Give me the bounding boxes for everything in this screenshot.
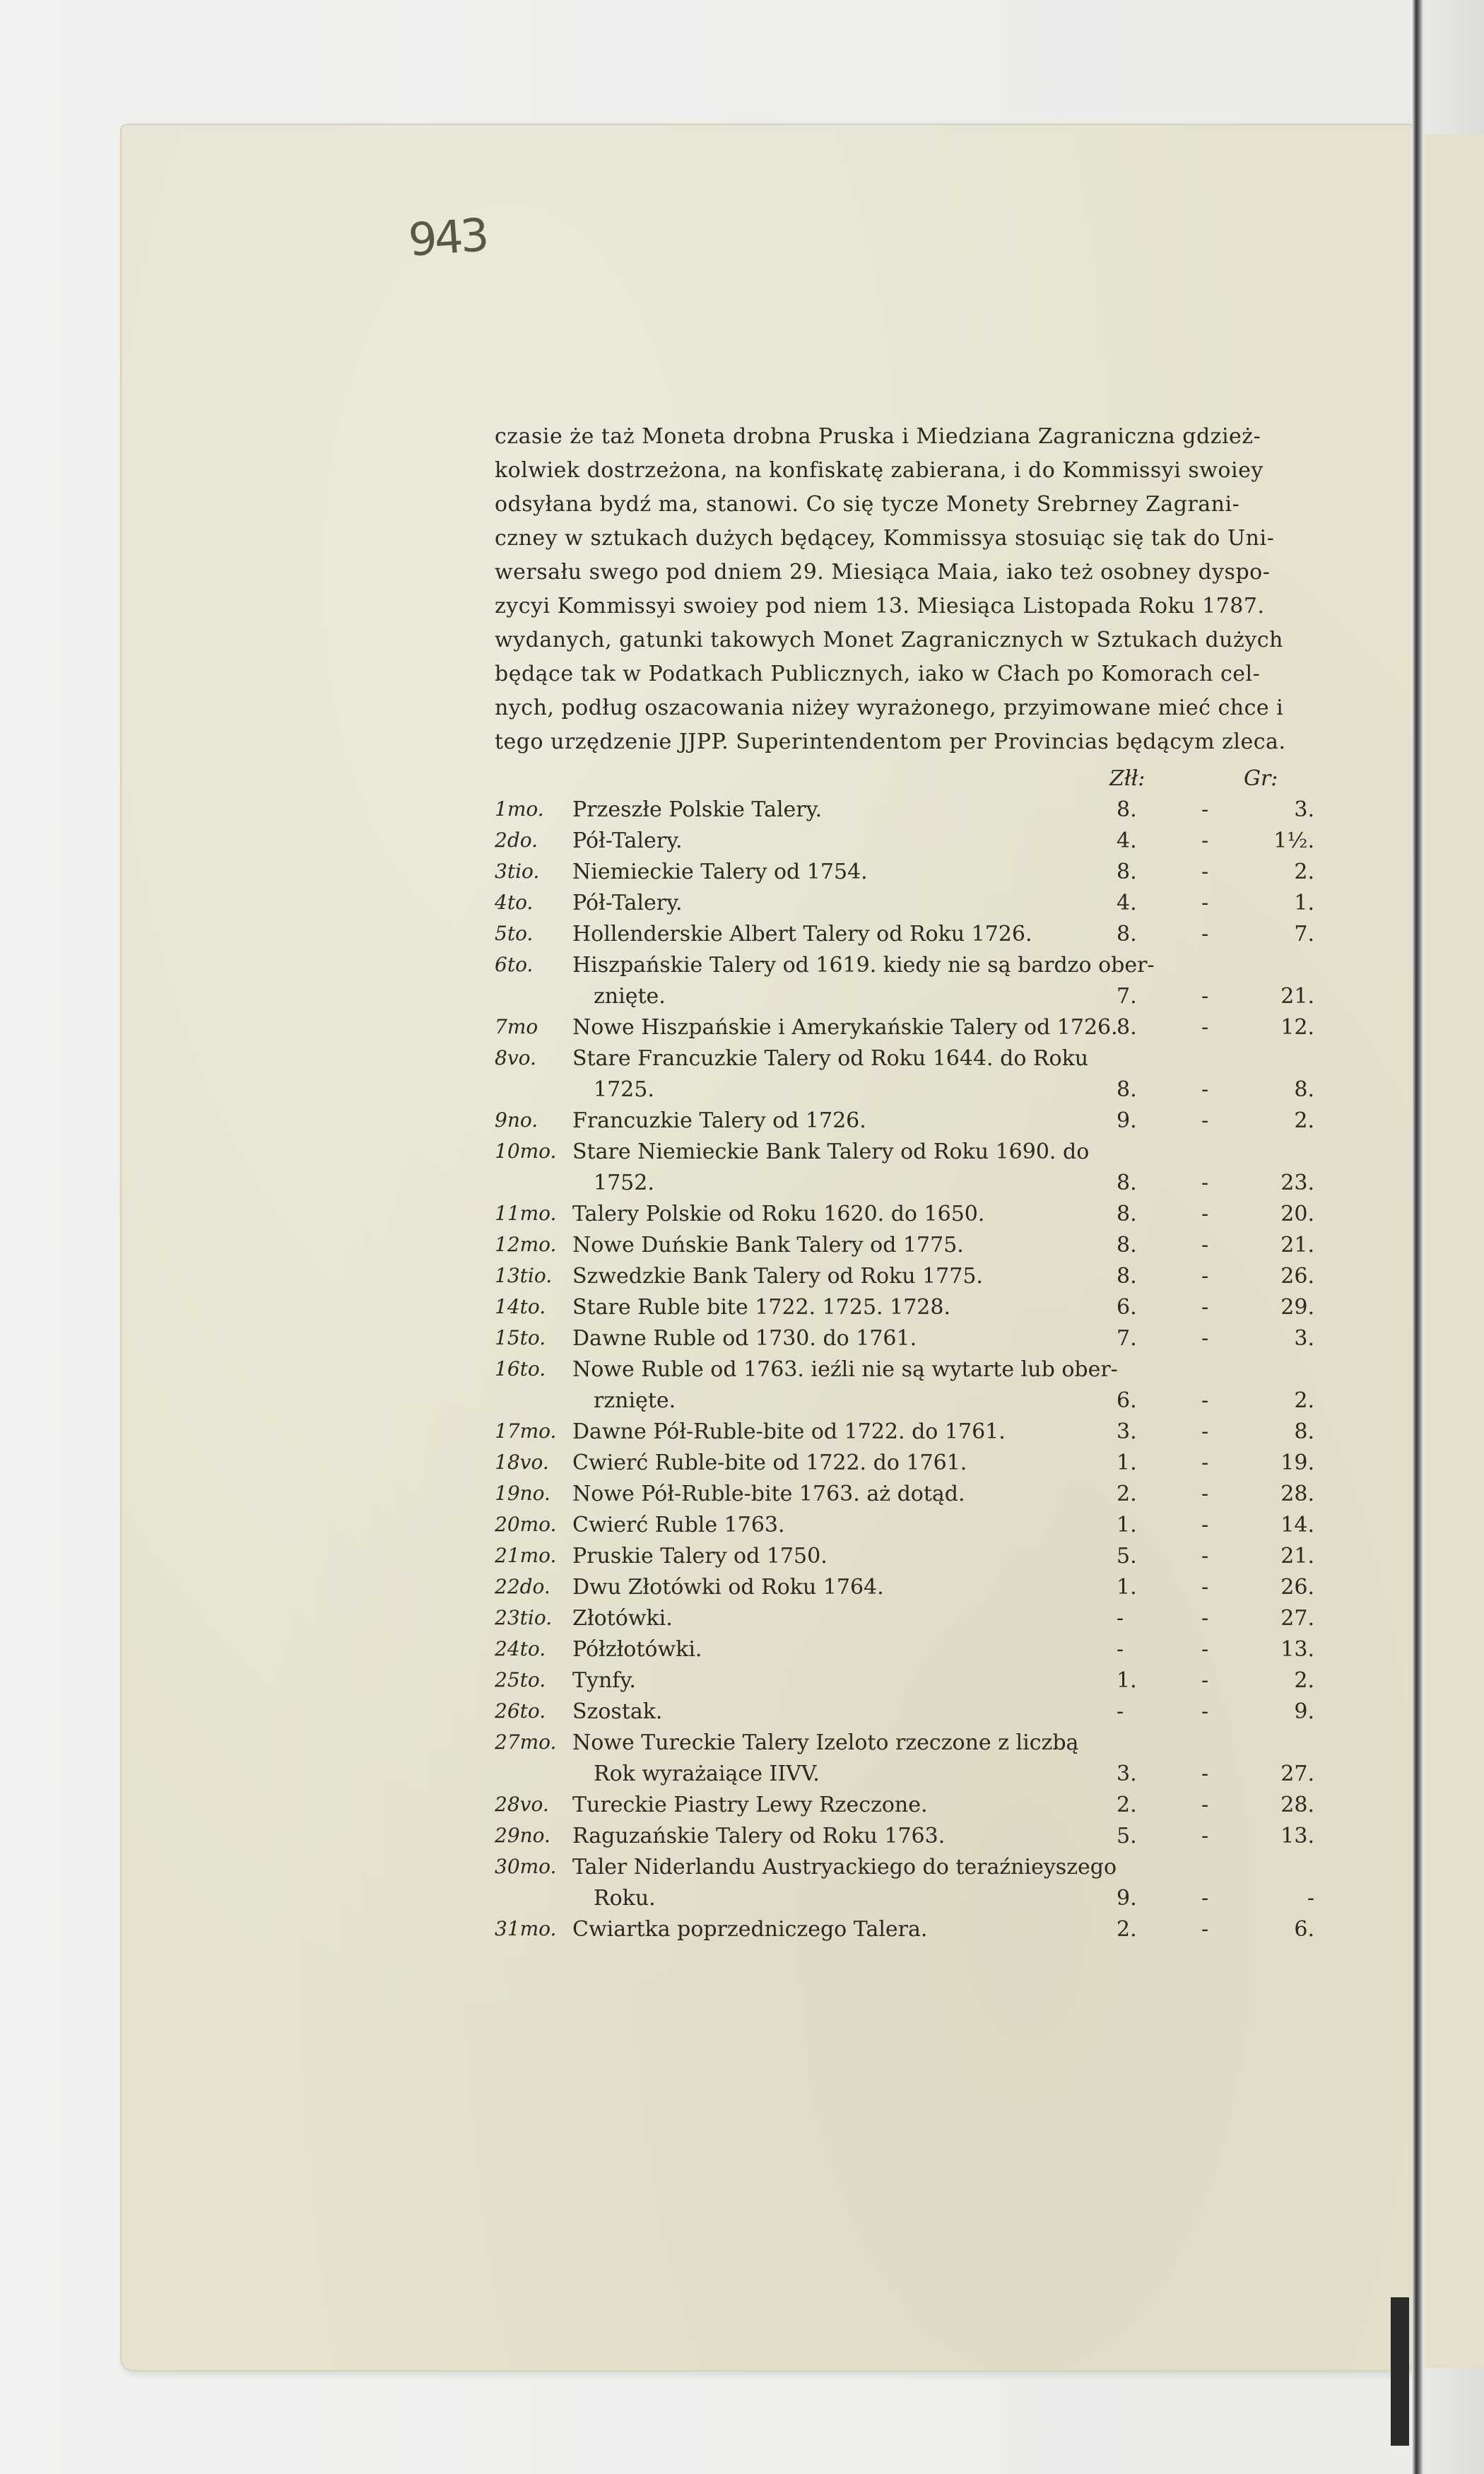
coin-description: Szwedzkie Bank Talery od Roku 1775. (572, 1264, 983, 1289)
zloty-value: 1. (1117, 1513, 1137, 1537)
zloty-value: 6. (1117, 1295, 1137, 1320)
zloty-value: 1. (1117, 1575, 1137, 1600)
grosz-value: 26. (1280, 1575, 1314, 1600)
coin-description-continuation: 1725. (594, 1077, 654, 1102)
dash-separator: - (1201, 1295, 1209, 1320)
coin-row (495, 1855, 1314, 1886)
coin-description: Nowe Duńskie Bank Talery od 1775. (572, 1233, 964, 1257)
coin-row (495, 1264, 1314, 1295)
dash-separator: - (1201, 1668, 1209, 1693)
dash-separator: - (1201, 1793, 1209, 1817)
grosz-value: - (1307, 1886, 1314, 1911)
coin-row (495, 1419, 1314, 1450)
coin-description: Nowe Tureckie Talery Izeloto rzeczone z liczbą (572, 1730, 1079, 1755)
coin-row (495, 1544, 1314, 1575)
coin-description: Cwiartka poprzedniczego Talera. (572, 1917, 928, 1942)
coin-row (495, 1326, 1314, 1357)
dash-separator: - (1201, 797, 1209, 822)
grosz-value: 8. (1294, 1077, 1314, 1102)
coin-row (495, 922, 1314, 953)
dash-separator: - (1201, 1575, 1209, 1600)
coin-number: 14to. (495, 1295, 546, 1318)
coin-row (495, 1668, 1314, 1699)
coin-description: Dwu Złotówki od Roku 1764. (572, 1575, 884, 1600)
grosz-value: 14. (1280, 1513, 1314, 1537)
zloty-value: 2. (1117, 1793, 1137, 1817)
coin-number: 29no. (495, 1824, 550, 1847)
coin-number: 13tio. (495, 1264, 553, 1287)
coin-description: Hollenderskie Albert Talery od Roku 1726. (572, 922, 1032, 946)
coin-description: Pół-Talery. (572, 891, 683, 915)
dash-separator: - (1201, 1202, 1209, 1226)
zloty-value: 8. (1117, 1171, 1137, 1195)
coin-number: 6to. (495, 953, 534, 976)
coin-number: 12mo. (495, 1233, 557, 1256)
coin-row (495, 1575, 1314, 1606)
dash-separator: - (1201, 1015, 1209, 1040)
dash-separator: - (1201, 1419, 1209, 1444)
gr-header: Gr: (1244, 766, 1278, 791)
coin-number: 26to. (495, 1699, 546, 1723)
coin-row (495, 1917, 1314, 1948)
grosz-value: 28. (1280, 1793, 1314, 1817)
grosz-value: 6. (1294, 1917, 1314, 1942)
coin-row (495, 891, 1314, 922)
dash-separator: - (1201, 1233, 1209, 1257)
paragraph-line: tego urzędzenie JJPP. Superintendentom per Provincias będącym zleca. (495, 729, 1286, 754)
coin-description-continuation: znięte. (594, 984, 666, 1009)
grosz-value: 12. (1280, 1015, 1314, 1040)
coin-row-continuation (495, 1171, 1314, 1202)
coin-description-continuation: rznięte. (594, 1388, 676, 1413)
coin-row-continuation (495, 1761, 1314, 1793)
grosz-value: 2. (1294, 860, 1314, 884)
grosz-value: 28. (1280, 1482, 1314, 1506)
coin-row-continuation (495, 1886, 1314, 1917)
handwritten-folio-number: 943 (406, 209, 488, 267)
dash-separator: - (1201, 860, 1209, 884)
dash-separator: - (1201, 1482, 1209, 1506)
zloty-value: 8. (1117, 1233, 1137, 1257)
dash-separator: - (1201, 1699, 1209, 1724)
grosz-value: 29. (1280, 1295, 1314, 1320)
grosz-value: 27. (1280, 1761, 1314, 1786)
paragraph-line: będące tak w Podatkach Publicznych, iako w Cłach po Komorach cel- (495, 662, 1261, 686)
zloty-value: - (1117, 1699, 1124, 1724)
coin-description: Taler Niderlandu Austryackiego do teraźnieyszego (572, 1855, 1117, 1880)
zloty-value: 8. (1117, 860, 1137, 884)
scale-bar (1391, 2297, 1409, 2446)
dash-separator: - (1201, 891, 1209, 915)
coin-description: Raguzańskie Talery od Roku 1763. (572, 1824, 946, 1848)
grosz-value: 19. (1280, 1450, 1314, 1475)
grosz-value: 23. (1280, 1171, 1314, 1195)
zloty-value: 8. (1117, 1077, 1137, 1102)
dash-separator: - (1201, 922, 1209, 946)
coin-description: Nowe Ruble od 1763. ieźli nie są wytarte lub ober- (572, 1357, 1118, 1382)
dash-separator: - (1201, 1264, 1209, 1289)
coin-number: 23tio. (495, 1606, 553, 1629)
grosz-value: 3. (1294, 797, 1314, 822)
coin-row (495, 860, 1314, 891)
coin-number: 19no. (495, 1482, 550, 1505)
coin-row (495, 1699, 1314, 1730)
dash-separator: - (1201, 1513, 1209, 1537)
zloty-value: 7. (1117, 1326, 1137, 1351)
dash-separator: - (1201, 984, 1209, 1009)
coin-description: Stare Ruble bite 1722. 1725. 1728. (572, 1295, 950, 1320)
grosz-value: 21. (1280, 984, 1314, 1009)
zloty-value: 2. (1117, 1482, 1137, 1506)
coin-row (495, 1450, 1314, 1482)
coin-number: 28vo. (495, 1793, 549, 1816)
coin-row (495, 1295, 1314, 1326)
coin-row (495, 828, 1314, 860)
dash-separator: - (1201, 1171, 1209, 1195)
coin-number: 27mo. (495, 1730, 557, 1754)
coin-row-continuation (495, 984, 1314, 1015)
zloty-value: 4. (1117, 828, 1137, 853)
grosz-value: 21. (1280, 1233, 1314, 1257)
dash-separator: - (1201, 1886, 1209, 1911)
coin-description-continuation: Rok wyrażaiące IIVV. (594, 1761, 820, 1786)
grosz-value: 9. (1294, 1699, 1314, 1724)
zloty-value: 1. (1117, 1450, 1137, 1475)
paragraph-line: zycyi Kommissyi swoiey pod niem 13. Miesiąca Listopada Roku 1787. (495, 594, 1265, 618)
dash-separator: - (1201, 1544, 1209, 1569)
grosz-value: 2. (1294, 1668, 1314, 1693)
coin-number: 18vo. (495, 1450, 549, 1474)
paragraph-line: czasie że taż Moneta drobna Pruska i Miedziana Zagraniczna gdzież- (495, 424, 1261, 449)
grosz-value: 1½. (1273, 828, 1314, 853)
coin-number: 11mo. (495, 1202, 557, 1225)
coin-description: Dawne Pół-Ruble-bite od 1722. do 1761. (572, 1419, 1006, 1444)
coin-number: 2do. (495, 828, 538, 852)
coin-description: Stare Niemieckie Bank Talery od Roku 1690. do (572, 1139, 1090, 1164)
coin-description: Półzłotówki. (572, 1637, 702, 1662)
zloty-value: 5. (1117, 1544, 1137, 1569)
coin-row (495, 1015, 1314, 1046)
coin-description: Dawne Ruble od 1730. do 1761. (572, 1326, 917, 1351)
coin-number: 31mo. (495, 1917, 557, 1940)
zloty-value: 3. (1117, 1761, 1137, 1786)
coin-row (495, 1637, 1314, 1668)
coin-row (495, 797, 1314, 828)
coin-row (495, 1513, 1314, 1544)
dash-separator: - (1201, 828, 1209, 853)
coin-row (495, 953, 1314, 984)
zloty-value: 7. (1117, 984, 1137, 1009)
coin-description: Pruskie Talery od 1750. (572, 1544, 828, 1569)
coin-number: 22do. (495, 1575, 550, 1598)
coin-description: Przeszłe Polskie Talery. (572, 797, 823, 822)
grosz-value: 3. (1294, 1326, 1314, 1351)
dash-separator: - (1201, 1108, 1209, 1133)
paragraph-line: wydanych, gatunki takowych Monet Zagranicznych w Sztukach dużych (495, 628, 1283, 652)
grosz-value: 27. (1280, 1606, 1314, 1631)
zloty-value: - (1117, 1637, 1124, 1662)
coin-description: Szostak. (572, 1699, 663, 1724)
coin-description: Złotówki. (572, 1606, 673, 1631)
zloty-value: 2. (1117, 1917, 1137, 1942)
zloty-value: 8. (1117, 1264, 1137, 1289)
grosz-value: 8. (1294, 1419, 1314, 1444)
dash-separator: - (1201, 1450, 1209, 1475)
coin-description: Nowe Hiszpańskie i Amerykańskie Talery od 1726. (572, 1015, 1118, 1040)
grosz-value: 7. (1294, 922, 1314, 946)
coin-number: 8vo. (495, 1046, 536, 1069)
dash-separator: - (1201, 1761, 1209, 1786)
coin-row (495, 1046, 1314, 1077)
coin-number: 21mo. (495, 1544, 557, 1567)
paragraph-line: czney w sztukach dużych będącey, Kommissya stosuiąc się tak do Uni- (495, 526, 1275, 551)
coin-number: 3tio. (495, 860, 540, 883)
dash-separator: - (1201, 1917, 1209, 1942)
coin-number: 1mo. (495, 797, 544, 821)
zloty-value: 8. (1117, 797, 1137, 822)
adjacent-page-strip (1425, 134, 1484, 2368)
zloty-value: 8. (1117, 922, 1137, 946)
dash-separator: - (1201, 1077, 1209, 1102)
coin-number: 15to. (495, 1326, 546, 1349)
zloty-value: 6. (1117, 1388, 1137, 1413)
coin-row (495, 1202, 1314, 1233)
coin-description: Tynfy. (572, 1668, 636, 1693)
coin-number: 24to. (495, 1637, 546, 1660)
coin-row (495, 1824, 1314, 1855)
coin-row (495, 1793, 1314, 1824)
dash-separator: - (1201, 1326, 1209, 1351)
grosz-value: 13. (1280, 1637, 1314, 1662)
zloty-value: 3. (1117, 1419, 1137, 1444)
coin-number: 25to. (495, 1668, 546, 1692)
coin-row (495, 1108, 1314, 1139)
dash-separator: - (1201, 1637, 1209, 1662)
coin-description: Hiszpańskie Talery od 1619. kiedy nie są bardzo ober- (572, 953, 1155, 978)
coin-number: 4to. (495, 891, 534, 914)
zloty-value: - (1117, 1606, 1124, 1631)
coin-row-continuation (495, 1388, 1314, 1419)
grosz-value: 13. (1280, 1824, 1314, 1848)
coin-row (495, 1606, 1314, 1637)
zloty-value: 9. (1117, 1108, 1137, 1133)
coin-number: 17mo. (495, 1419, 557, 1443)
coin-row (495, 1233, 1314, 1264)
coin-description: Talery Polskie od Roku 1620. do 1650. (572, 1202, 985, 1226)
paragraph-line: nych, podług oszacowania niżey wyrażonego, przyimowane mieć chce i (495, 696, 1284, 720)
dash-separator: - (1201, 1388, 1209, 1413)
coin-row (495, 1730, 1314, 1761)
coin-number: 7mo (495, 1015, 538, 1038)
dash-separator: - (1201, 1824, 1209, 1848)
paragraph-line: odsyłana bydź ma, stanowi. Co się tycze Monety Srebrney Zagrani- (495, 492, 1240, 517)
coin-number: 30mo. (495, 1855, 557, 1878)
coin-description: Niemieckie Talery od 1754. (572, 860, 868, 884)
zloty-value: 4. (1117, 891, 1137, 915)
coin-description: Nowe Pół-Ruble-bite 1763. aż dotąd. (572, 1482, 965, 1506)
grosz-value: 26. (1280, 1264, 1314, 1289)
zloty-value: 8. (1117, 1015, 1137, 1040)
coin-description: Francuzkie Talery od 1726. (572, 1108, 866, 1133)
grosz-value: 1. (1294, 891, 1314, 915)
zloty-value: 8. (1117, 1202, 1137, 1226)
coin-description: Cwierć Ruble-bite od 1722. do 1761. (572, 1450, 967, 1475)
coin-number: 10mo. (495, 1139, 557, 1163)
zl-header: Złł: (1109, 766, 1146, 791)
paragraph-line: wersału swego pod dniem 29. Miesiąca Maia, iako też osobney dyspo- (495, 560, 1271, 585)
coin-description: Tureckie Piastry Lewy Rzeczone. (572, 1793, 928, 1817)
coin-row (495, 1482, 1314, 1513)
grosz-value: 20. (1280, 1202, 1314, 1226)
grosz-value: 2. (1294, 1108, 1314, 1133)
dash-separator: - (1201, 1606, 1209, 1631)
coin-description: Cwierć Ruble 1763. (572, 1513, 785, 1537)
coin-description: Pół-Talery. (572, 828, 683, 853)
coin-row-continuation (495, 1077, 1314, 1108)
zloty-value: 1. (1117, 1668, 1137, 1693)
grosz-value: 21. (1280, 1544, 1314, 1569)
zloty-value: 5. (1117, 1824, 1137, 1848)
coin-number: 5to. (495, 922, 534, 945)
paragraph-line: kolwiek dostrzeżona, na konfiskatę zabierana, i do Kommissyi swoiey (495, 458, 1264, 483)
grosz-value: 2. (1294, 1388, 1314, 1413)
coin-row (495, 1357, 1314, 1388)
coin-number: 20mo. (495, 1513, 557, 1536)
coin-description: Stare Francuzkie Talery od Roku 1644. do Roku (572, 1046, 1089, 1071)
zloty-value: 9. (1117, 1886, 1137, 1911)
coin-row (495, 1139, 1314, 1171)
page-gutter-edge (1412, 0, 1425, 2474)
coin-description-continuation: Roku. (594, 1886, 656, 1911)
coin-number: 9no. (495, 1108, 538, 1132)
coin-number: 16to. (495, 1357, 546, 1380)
coin-description-continuation: 1752. (594, 1171, 654, 1195)
